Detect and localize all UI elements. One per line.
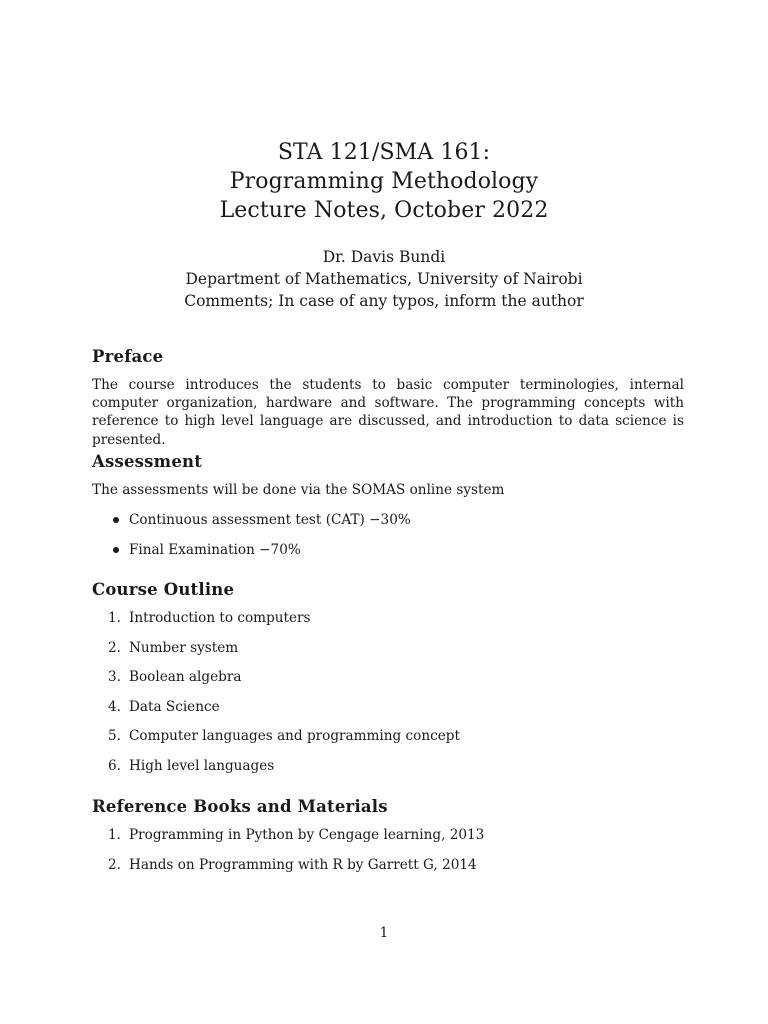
list-number: 5. bbox=[108, 728, 121, 745]
outline-item-text: Introduction to computers bbox=[129, 610, 311, 626]
bullet-icon bbox=[113, 547, 119, 553]
list-number: 2. bbox=[108, 856, 121, 873]
preface-text: The course introduces the students to basic computer terminologies, internal computer organization, hardware and software. The programming concepts with reference to high level language are discussed, and introduction to data science is presented. bbox=[92, 377, 684, 448]
lecture-notes-title: Lecture Notes, October 2022 bbox=[219, 198, 549, 223]
bullet-icon bbox=[113, 517, 119, 523]
list-item bbox=[92, 639, 460, 669]
list-number: 2. bbox=[108, 639, 121, 656]
assessment-heading: Assessment bbox=[92, 452, 203, 471]
assessment-list bbox=[92, 511, 411, 570]
references-list bbox=[92, 826, 484, 885]
preface-heading: Preface bbox=[92, 347, 164, 366]
list-item bbox=[92, 541, 411, 571]
reference-item-text: Hands on Programming with R by Garrett G, 2014 bbox=[129, 856, 477, 873]
author-comments: Comments; In case of any typos, inform the author bbox=[184, 292, 584, 310]
list-item bbox=[92, 698, 460, 728]
author-name: Dr. Davis Bundi bbox=[322, 248, 446, 266]
author-affiliation: Department of Mathematics, University of Nairobi bbox=[185, 270, 583, 288]
course-code-title: STA 121/SMA 161: bbox=[277, 140, 491, 165]
outline-item-text: Data Science bbox=[129, 698, 220, 715]
title-block bbox=[0, 138, 768, 225]
list-item bbox=[92, 727, 460, 757]
assessment-item-text: Final Examination −70% bbox=[129, 541, 301, 558]
references-heading: Reference Books and Materials bbox=[92, 797, 388, 816]
course-outline-list bbox=[92, 609, 460, 787]
author-block bbox=[0, 246, 768, 312]
list-number: 6. bbox=[108, 757, 121, 774]
list-item bbox=[92, 826, 484, 856]
list-number: 1. bbox=[108, 827, 121, 843]
list-item bbox=[92, 856, 484, 886]
list-number: 3. bbox=[108, 669, 121, 686]
outline-item-text: Computer languages and programming concept bbox=[129, 728, 460, 745]
assessment-item-text: Continuous assessment test (CAT) −30% bbox=[129, 512, 411, 528]
list-number: 4. bbox=[108, 698, 121, 715]
outline-item-text: High level languages bbox=[129, 757, 275, 774]
list-item bbox=[92, 668, 460, 698]
page-number: 1 bbox=[379, 925, 389, 941]
list-item bbox=[92, 609, 460, 639]
course-name-title: Programming Methodology bbox=[229, 169, 539, 194]
reference-item-text: Programming in Python by Cengage learning, 2013 bbox=[129, 827, 485, 843]
list-item bbox=[92, 511, 411, 541]
list-item bbox=[92, 757, 460, 787]
list-number: 1. bbox=[108, 610, 121, 626]
outline-item-text: Boolean algebra bbox=[129, 669, 242, 686]
assessment-intro: The assessments will be done via the SOMAS online system bbox=[92, 482, 505, 498]
course-outline-heading: Course Outline bbox=[92, 580, 235, 599]
outline-item-text: Number system bbox=[129, 639, 239, 656]
